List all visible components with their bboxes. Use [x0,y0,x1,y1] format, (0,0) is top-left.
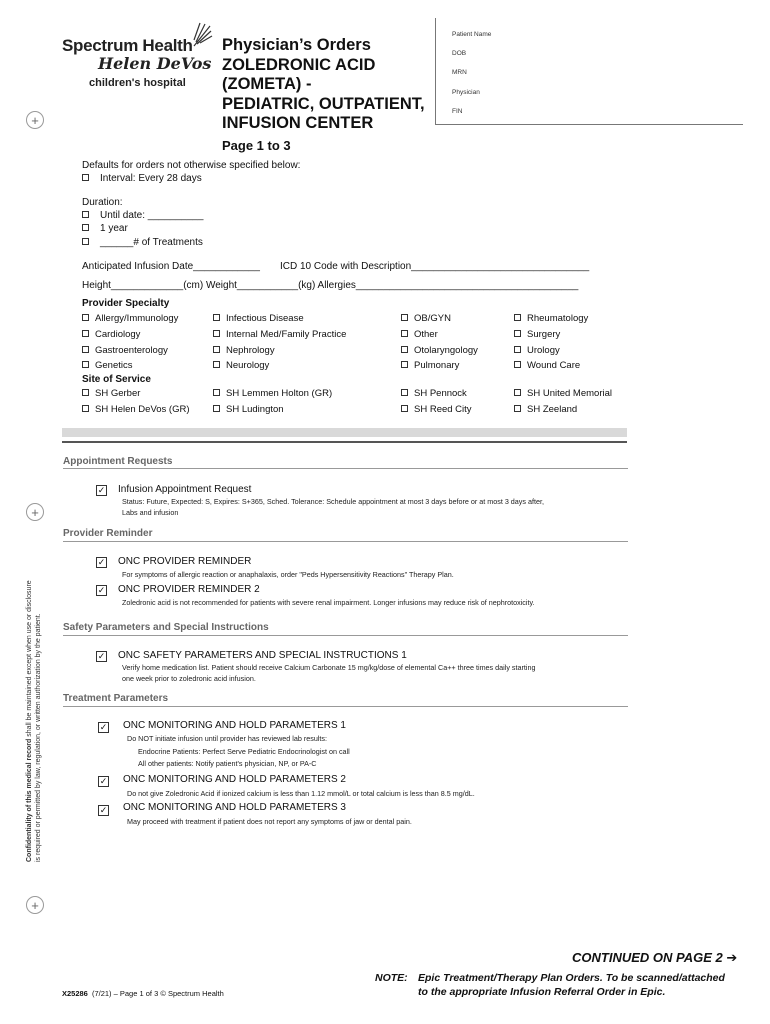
checkbox-icon[interactable] [82,346,89,353]
checkbox-icon[interactable] [514,405,521,412]
note-line-2: to the appropriate Infusion Referral Order in Epic. [418,986,666,998]
duration-label-1-year: 1 year [100,223,128,234]
checkbox-icon[interactable] [213,361,220,368]
checkbox-icon[interactable] [514,361,521,368]
provider-specialty-heading: Provider Specialty [82,298,170,309]
form-id: X25286 [62,989,88,998]
duration-label-until-date: Until date: __________ [100,210,204,221]
title-line-3: (ZOMETA) - [222,75,312,93]
order-detail-line: Endocrine Patients: Perfect Serve Pediatric Endocrinologist on call [138,746,350,756]
duration-label-treatments: ______# of Treatments [100,237,203,248]
checkbox-icon[interactable] [514,346,521,353]
specialty-label: Gastroenterology [95,345,168,356]
mrn-field[interactable]: MRN [452,69,467,76]
specialty-label: Genetics [95,360,133,371]
logo-leaf-icon [190,22,214,48]
site-label: SH Pennock [414,388,467,399]
form-title [222,36,425,153]
specialty-label: Internal Med/Family Practice [226,329,347,340]
specialty-label: Otolaryngology [414,345,478,356]
specialty-label: Cardiology [95,329,141,340]
site-label: SH Zeeland [527,404,578,415]
site-helen-devos[interactable] [82,404,190,415]
checkbox-icon[interactable] [82,174,89,181]
checkbox-icon[interactable] [401,314,408,321]
order-detail-line: Status: Future, Expected: S, Expires: S+365, Sched. Tolerance: Schedule appointment at most 3 days before or at most 3 days after, [122,497,544,506]
specialty-label: Surgery [527,329,561,340]
checkbox-icon[interactable] [82,361,89,368]
checkbox-icon[interactable] [213,405,220,412]
checkbox-icon[interactable] [401,330,408,337]
dob-field[interactable]: DOB [452,50,467,57]
margin-plus-icon: + [26,503,44,521]
patient-info-box [435,18,743,125]
order-title-reminder-2: ONC PROVIDER REMINDER 2 [118,584,260,595]
specialty-label: Neurology [226,360,270,371]
specialty-wound-care[interactable] [514,360,580,371]
order-detail-line: one week prior to zoledronic acid infusion. [122,673,256,683]
checkbox-icon[interactable] [514,389,521,396]
checkbox-icon[interactable] [82,211,89,218]
order-detail-line: All other patients: Notify patient's physician, NP, or PA-C [138,759,317,768]
specialty-label: Allergy/Immunology [95,313,179,324]
order-title-monitor-3: ONC MONITORING AND HOLD PARAMETERS 3 [123,802,346,813]
order-detail-infusion-request [122,497,627,518]
specialty-label: Nephrology [226,345,275,356]
title-line-1: Physician’s Orders [222,36,371,54]
patient-name-field[interactable]: Patient Name [452,31,492,38]
defaults-heading: Defaults for orders not otherwise specified below: [82,160,301,171]
confidentiality-note-bold: Confidentiality of this medical record [26,738,33,862]
order-detail-monitor-3: May proceed with treatment if patient does not report any symptoms of jaw or dental pain. [127,817,412,826]
physician-field[interactable]: Physician [452,89,480,96]
specialty-label: Urology [527,345,560,356]
confidentiality-note-line-2: is required or permitted by law, regulation, or written authorization by the patient. [35,613,42,862]
specialty-otolaryngology[interactable] [401,345,478,356]
order-title-monitor-1: ONC MONITORING AND HOLD PARAMETERS 1 [123,720,346,731]
specialty-allergy[interactable] [82,313,178,324]
order-detail-line: Verify home medication list. Patient should receive Calcium Carbonate 15 mg/kg/dose of elemental Ca++ three times daily starting [122,663,536,672]
checkbox-icon[interactable] [213,389,220,396]
specialty-surgery[interactable] [514,329,560,340]
specialty-label: Wound Care [527,360,581,371]
specialty-label: Rheumatology [527,313,589,324]
site-lemmen-holton[interactable] [213,388,332,399]
checkbox-icon[interactable] [82,314,89,321]
specialty-label: OB/GYN [414,313,451,324]
specialty-label: Other [414,329,438,340]
specialty-urology[interactable] [514,345,560,356]
margin-plus-icon: + [26,896,44,914]
checkbox-icon[interactable] [401,405,408,412]
order-detail-monitor-1 [127,734,607,770]
order-title-safety-1: ONC SAFETY PARAMETERS AND SPECIAL INSTRUCTIONS 1 [118,650,407,661]
confidentiality-note [26,580,33,862]
site-label: SH United Memorial [527,388,612,399]
site-of-service-heading: Site of Service [82,374,151,385]
checked-checkbox-icon[interactable]: ✓ [97,651,106,661]
checked-checkbox-icon[interactable]: ✓ [99,805,108,815]
margin-plus-icon: + [26,111,44,129]
order-detail-line: Labs and infusion [122,507,179,517]
checked-checkbox-icon[interactable]: ✓ [99,776,108,786]
logo [62,36,222,96]
order-detail-reminder-1: For symptoms of allergic reaction or anaphalaxis, order "Peds Hypersensitivity Reactions" Therapy Plan. [122,570,454,579]
site-label: SH Reed City [414,404,472,415]
order-detail-monitor-2: Do not give Zoledronic Acid if ionized calcium is less than 1.12 mmol/L or total calcium is less than 8.5 mg/dL. [127,789,475,798]
checkbox-icon[interactable] [401,346,408,353]
site-gerber[interactable] [82,388,140,399]
duration-option-treatments[interactable] [82,237,203,249]
form-revision: (7/21) – Page 1 of 3 © Spectrum Health [91,989,224,998]
order-title-reminder-1: ONC PROVIDER REMINDER [118,556,252,567]
checkbox-icon[interactable] [82,330,89,337]
specialty-cardiology[interactable] [82,329,140,340]
logo-line-childrens-hospital: children's hospital [89,77,186,89]
continued-on-page-2: CONTINUED ON PAGE 2 ➔ [572,950,738,965]
site-label: SH Lemmen Holton (GR) [226,388,333,399]
checkbox-icon[interactable] [401,361,408,368]
checked-checkbox-icon[interactable]: ✓ [97,557,106,567]
checkbox-icon[interactable] [82,405,89,412]
specialty-nephrology[interactable] [213,345,275,356]
form-id-line [62,989,224,998]
specialty-label: Pulmonary [414,360,460,371]
height-weight-allergies-field[interactable]: Height_____________(cm) Weight___________(kg) Allergies________________________________________ [82,280,579,291]
order-detail-line: Do NOT initiate infusion until provider has reviewed lab results: [127,734,328,743]
title-line-4: PEDIATRIC, OUTPATIENT, [222,94,425,113]
site-label: SH Helen DeVos (GR) [95,404,190,415]
site-reed-city[interactable] [401,404,472,415]
section-underline [63,635,628,636]
checked-checkbox-icon[interactable]: ✓ [97,585,106,595]
logo-line-helen-devos: Helen DeVos [98,54,212,73]
title-line-5: INFUSION CENTER [222,114,374,132]
confidentiality-note-rest: shall be maintained except when use or disclosure [26,580,33,739]
section-divider-line [62,441,627,443]
section-divider-gray-band [62,425,627,441]
specialty-internal-med[interactable] [213,329,346,340]
note-label: NOTE: [375,972,408,984]
section-underline [63,706,628,707]
interval-label: Interval: Every 28 days [100,173,202,184]
specialty-gastro[interactable] [82,345,168,356]
specialty-label: Infectious Disease [226,313,304,324]
section-treatment-parameters: Treatment Parameters [63,693,169,704]
specialty-genetics[interactable] [82,360,133,371]
site-label: SH Gerber [95,388,141,399]
site-label: SH Ludington [226,404,284,415]
checkbox-icon[interactable] [82,389,89,396]
checkbox-icon[interactable] [514,330,521,337]
site-united-memorial[interactable] [514,388,612,399]
checkbox-icon[interactable] [213,314,220,321]
specialty-other[interactable] [401,329,438,340]
order-detail-reminder-2: Zoledronic acid is not recommended for patients with severe renal impairment. Longer infusions may reduce risk of nephrotoxicity. [122,598,535,607]
section-appointment-requests: Appointment Requests [63,456,173,467]
duration-label: Duration: [82,197,123,208]
order-title-monitor-2: ONC MONITORING AND HOLD PARAMETERS 2 [123,774,346,785]
order-detail-safety-1 [122,663,622,684]
note-line-1: Epic Treatment/Therapy Plan Orders. To be scanned/attached [418,972,725,984]
section-underline [63,468,628,469]
title-line-2: ZOLEDRONIC ACID [222,55,376,74]
checkbox-icon[interactable] [82,238,89,245]
specialty-infectious[interactable] [213,313,304,324]
specialty-neurology[interactable] [213,360,269,371]
section-safety-parameters: Safety Parameters and Special Instructions [63,622,269,633]
site-pennock[interactable] [401,388,467,399]
icd-code-field[interactable]: ICD 10 Code with Description________________________________ [280,261,590,272]
checkbox-icon[interactable] [514,314,521,321]
checkbox-icon[interactable] [213,330,220,337]
fin-field[interactable]: FIN [452,108,463,115]
order-title-infusion-request: Infusion Appointment Request [118,484,252,495]
checkbox-icon[interactable] [82,224,89,231]
duration-option-1-year[interactable] [82,223,128,235]
checked-checkbox-icon[interactable]: ✓ [99,722,108,732]
logo-line-spectrum-health: Spectrum Health [62,36,193,55]
specialty-rheumatology[interactable] [514,313,588,324]
section-underline [63,541,628,542]
checked-checkbox-icon[interactable]: ✓ [97,485,106,495]
section-provider-reminder: Provider Reminder [63,528,153,539]
site-ludington[interactable] [213,404,284,415]
duration-option-until-date[interactable] [82,210,203,222]
site-zeeland[interactable] [514,404,577,415]
specialty-pulmonary[interactable] [401,360,459,371]
checkbox-icon[interactable] [401,389,408,396]
specialty-obgyn[interactable] [401,313,451,324]
infusion-date-field[interactable]: Anticipated Infusion Date____________ [82,261,260,272]
page-indicator: Page 1 to 3 [222,137,291,153]
checkbox-icon[interactable] [213,346,220,353]
interval-option[interactable] [82,173,202,185]
